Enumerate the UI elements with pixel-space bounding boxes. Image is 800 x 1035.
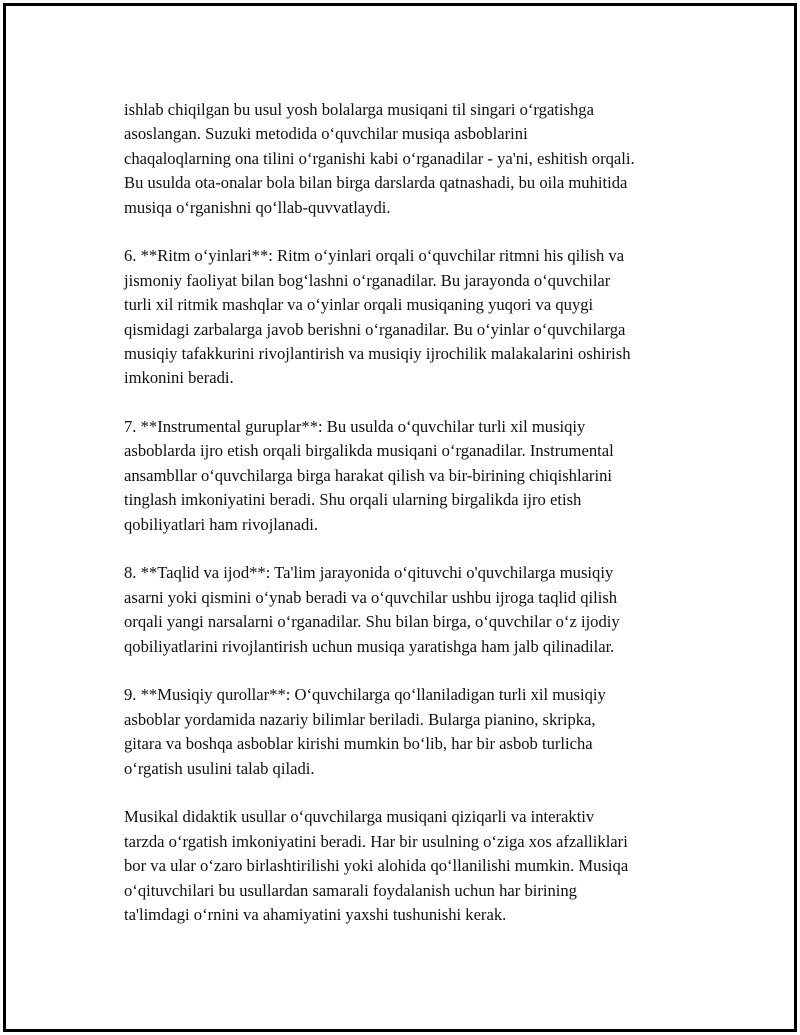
text-line: tinglash imkoniyatini beradi. Shu orqali ularning birgalikda ijro etish bbox=[124, 490, 582, 510]
paragraph-instrumental-guruplar bbox=[124, 415, 724, 537]
text-line: jismoniy faoliyat bilan bog‘lashni o‘rganadilar. Bu jarayonda o‘quvchilar bbox=[124, 270, 611, 290]
text-line: chaqaloqlarning ona tilini o‘rganishi kabi o‘rganadilar - ya'ni, eshitish orqali. bbox=[124, 148, 635, 168]
text-line: qobiliyatlari ham rivojlanadi. bbox=[124, 514, 319, 534]
text-line: asoslangan. Suzuki metodida o‘quvchilar musiqa asboblarini bbox=[124, 124, 528, 144]
text-line: 9. **Musiqiy qurollar**: O‘quvchilarga qo‘llaniladigan turli xil musiqiy bbox=[124, 685, 606, 705]
text-line: imkonini beradi. bbox=[124, 368, 234, 388]
text-line: ishlab chiqilgan bu usul yosh bolalarga musiqani til singari o‘rgatishga bbox=[124, 100, 594, 119]
text-line: tarzda o‘rgatish imkoniyatini beradi. Har bir usulning o‘ziga xos afzalliklari bbox=[124, 831, 628, 851]
page-frame bbox=[3, 3, 797, 1032]
text-line: qismidagi zarbalarga javob berishni o‘rganadilar. Bu o‘yinlar o‘quvchilarga bbox=[124, 319, 626, 339]
paragraph-taqlid-va-ijod bbox=[124, 561, 724, 659]
paragraph-musiqiy-qurollar bbox=[124, 683, 724, 781]
text-line: bor va ular o‘zaro birlashtirilishi yoki alohida qo‘llanilishi mumkin. Musiqa bbox=[124, 856, 629, 876]
text-line: ansambllar o‘quvchilarga birga harakat qilish va bir-birining chiqishlarini bbox=[124, 465, 612, 485]
paragraph-suzuki-method bbox=[124, 98, 724, 220]
paragraph-conclusion bbox=[124, 805, 724, 927]
text-line: 8. **Taqlid va ijod**: Ta'lim jarayonida o‘qituvchi o'quvchilarga musiqiy bbox=[124, 563, 614, 583]
text-line: 7. **Instrumental guruplar**: Bu usulda o‘quvchilar turli xil musiqiy bbox=[124, 417, 586, 437]
text-line: gitara va boshqa asboblar kirishi mumkin bo‘lib, har bir asbob turlicha bbox=[124, 734, 593, 754]
text-line: ta'limdagi o‘rnini va ahamiyatini yaxshi tushunishi kerak. bbox=[124, 904, 507, 924]
text-line: musiqa o‘rganishni qo‘llab-quvvatlaydi. bbox=[124, 197, 391, 217]
text-line: o‘rgatish usulini talab qiladi. bbox=[124, 758, 315, 778]
text-line: 6. **Ritm o‘yinlari**: Ritm o‘yinlari orqali o‘quvchilar ritmni his qilish va bbox=[124, 246, 625, 266]
paragraph-ritm-oyinlari bbox=[124, 244, 724, 390]
text-line: Bu usulda ota-onalar bola bilan birga darslarda qatnashadi, bu oila muhitida bbox=[124, 173, 628, 193]
text-line: orqali yangi narsalarni o‘rganadilar. Shu bilan birga, o‘quvchilar o‘z ijodiy bbox=[124, 612, 620, 632]
text-line: asarni yoki qismini o‘ynab beradi va o‘quvchilar ushbu ijroga taqlid qilish bbox=[124, 587, 618, 607]
text-line: Musikal didaktik usullar o‘quvchilarga musiqani qiziqarli va interaktiv bbox=[124, 807, 595, 827]
text-line: asboblarda ijro etish orqali birgalikda musiqani o‘rganadilar. Instrumental bbox=[124, 441, 614, 461]
document-body bbox=[124, 98, 724, 927]
text-line: turli xil ritmik mashqlar va o‘yinlar orqali musiqaning yuqori va quygi bbox=[124, 295, 594, 315]
text-line: musiqiy tafakkurini rivojlantirish va musiqiy ijrochilik malakalarini oshirish bbox=[124, 343, 631, 363]
text-line: qobiliyatlarini rivojlantirish uchun musiqa yaratishga ham jalb qilinadilar. bbox=[124, 636, 615, 656]
text-line: o‘qituvchilari bu usullardan samarali foydalanish uchun har birining bbox=[124, 880, 577, 900]
text-line: asboblar yordamida nazariy bilimlar beriladi. Bularga pianino, skripka, bbox=[124, 709, 596, 729]
